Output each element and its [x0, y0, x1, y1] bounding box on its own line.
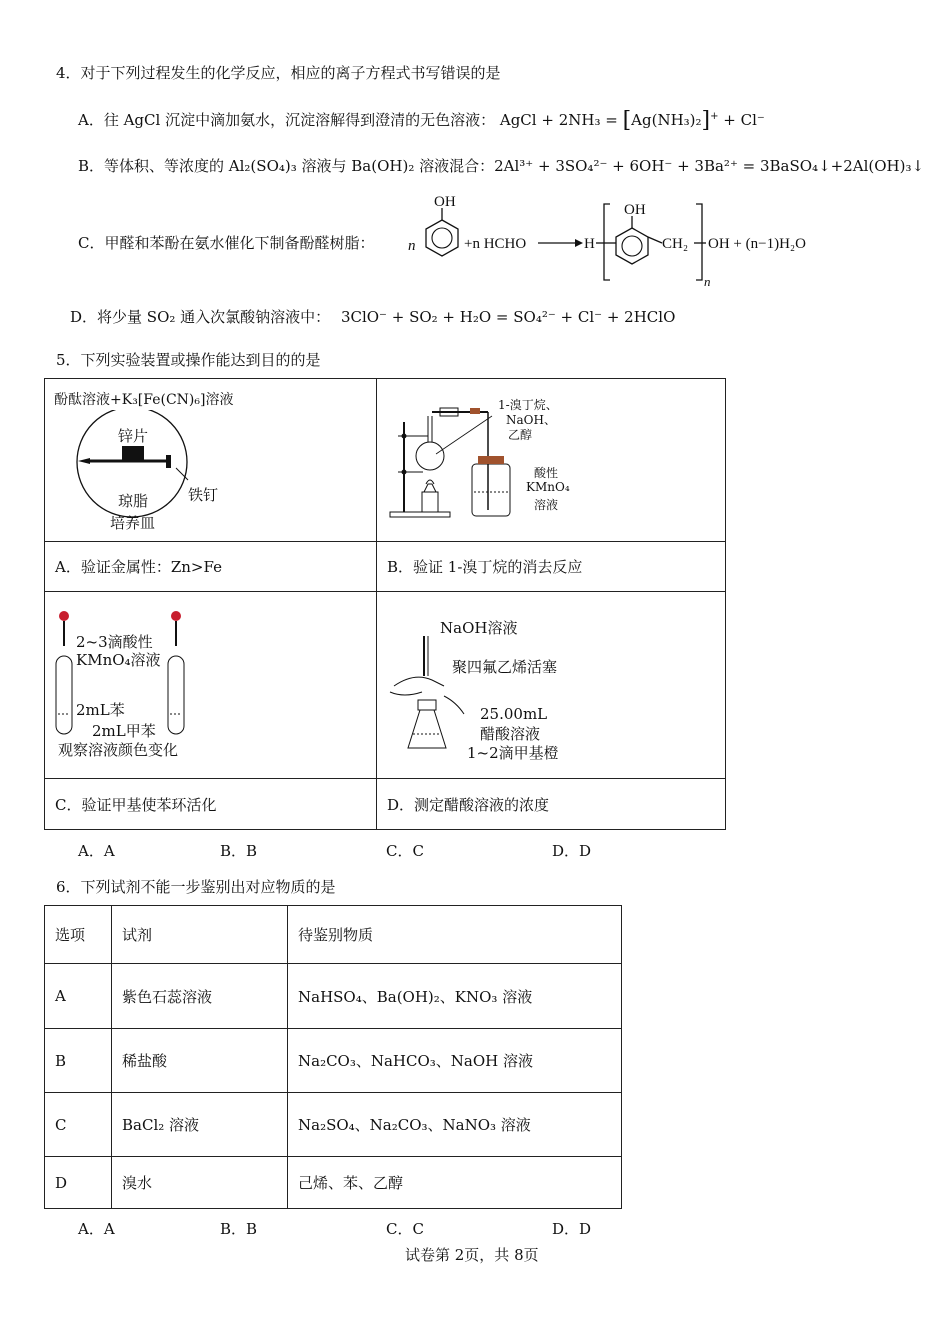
- q4-c-n-label: n: [408, 238, 416, 254]
- table-header: 待鉴别物质: [288, 906, 622, 964]
- table-cell: C: [45, 1093, 112, 1157]
- table-header: 选项: [45, 906, 112, 964]
- table-cell: NaHSO₄、Ba(OH)₂、KNO₃ 溶液: [288, 964, 622, 1029]
- q5-b-caption: B．验证 1-溴丁烷的消去反应: [387, 558, 583, 576]
- q5-d-acetic: 醋酸溶液: [480, 725, 541, 743]
- q4-stem: 4．对于下列过程发生的化学反应，相应的离子方程式书写错误的是: [56, 64, 501, 82]
- q5-a-nail: 铁钉: [188, 486, 219, 504]
- q4-c-tail: OH + (n−1)H₂O: [708, 236, 806, 252]
- q4-c-ch2: CH₂: [662, 236, 689, 252]
- benzene-ring: [426, 220, 458, 256]
- q4-option-d: [70, 306, 675, 327]
- q5-d-vol: 25.00mL: [480, 705, 548, 723]
- table-cell: 稀盐酸: [112, 1029, 288, 1093]
- table-cell: BaCl₂ 溶液: [112, 1093, 288, 1157]
- q5-c-drops2: KMnO₄溶液: [76, 651, 161, 669]
- q5-c-observe: 观察溶液颜色变化: [58, 741, 179, 759]
- q4-option-a: [78, 108, 765, 133]
- q4-c-text: C．甲醛和苯酚在氨水催化下制备酚醛树脂：: [78, 234, 375, 252]
- q5-c-benzene: 2mL苯: [76, 701, 125, 719]
- q5-b-figure: [388, 394, 518, 524]
- q4-a-eq-rhs: + Cl⁻: [723, 111, 765, 129]
- q4-c-reaction-diagram: [400, 190, 840, 290]
- test-tube-toluene: [168, 656, 184, 734]
- q5-a-zn: 锌片: [118, 427, 149, 445]
- table-cell: 溴水: [112, 1157, 288, 1209]
- q4-b-text: B．等体积、等浓度的 Al₂(SO₄)₃ 溶液与 Ba(OH)₂ 溶液混合：: [78, 157, 495, 175]
- round-flask: [416, 442, 444, 470]
- table-cell: 紫色石蕊溶液: [112, 964, 288, 1029]
- q4-b-eq: 2Al³⁺ + 3SO₄²⁻ + 6OH⁻ + 3Ba²⁺ = 3BaSO₄↓+2Al(OH)₃↓: [494, 157, 925, 175]
- q4-option-b: [78, 155, 924, 176]
- q5-option-b[interactable]: B．B: [220, 842, 258, 860]
- q5-c-caption: C．验证甲基使苯环活化: [55, 796, 217, 814]
- table-cell: Na₂SO₄、Na₂CO₃、NaNO₃ 溶液: [288, 1093, 622, 1157]
- q5-a-agar: 琼脂: [118, 492, 149, 510]
- q5-c-toluene: 2mL甲苯: [92, 722, 156, 740]
- q6-option-d[interactable]: D．D: [552, 1220, 592, 1238]
- q4-c-oh-1: OH: [434, 194, 456, 210]
- benzene-ring-2: [616, 228, 648, 264]
- q4-a-eq-nh: (NH₃)₂: [651, 111, 702, 129]
- q5-b-reagent3: 乙醇: [508, 428, 533, 442]
- q5-a-dish: 培养皿: [110, 514, 156, 532]
- conical-flask: [408, 710, 446, 748]
- q6-table: [44, 905, 622, 1209]
- test-tube-benzene: [56, 656, 72, 734]
- q4-d-eq: 3ClO⁻ + SO₂ + H₂O = SO₄²⁻ + Cl⁻ + 2HClO: [340, 308, 676, 326]
- iron-nail: [166, 455, 171, 468]
- table-row: [45, 1093, 622, 1157]
- q5-d-ptfe: 聚四氟乙烯活塞: [452, 658, 558, 676]
- q5-option-a[interactable]: A．A: [78, 842, 115, 860]
- q5-b-acid3: 溶液: [534, 498, 559, 512]
- table-row: [45, 1157, 622, 1209]
- q4-a-eq-ag: Ag: [631, 111, 652, 129]
- table-row: [45, 1029, 622, 1093]
- q5-c-drops1: 2~3滴酸性: [76, 633, 153, 651]
- q5-d-caption: D．测定醋酸溶液的浓度: [387, 796, 550, 814]
- q5-b-reagent1: 1-溴丁烷、: [498, 398, 558, 412]
- arrow-icon: [575, 239, 583, 247]
- q5-a-title: 酚酞溶液+K₃[Fe(CN)₆]溶液: [54, 392, 234, 408]
- q4-c-plus-hcho: +n HCHO: [464, 236, 527, 252]
- table-cell: D: [45, 1157, 112, 1209]
- table-row: [45, 964, 622, 1029]
- q4-d-text: D．将少量 SO₂ 通入次氯酸钠溶液中：: [70, 308, 331, 326]
- table-cell: B: [45, 1029, 112, 1093]
- q5-d-indicator: 1~2滴甲基橙: [467, 744, 559, 762]
- q5-d-naoh: NaOH溶液: [440, 619, 518, 637]
- q5-option-d[interactable]: D．D: [552, 842, 592, 860]
- gas-bottle: [472, 464, 510, 516]
- page-footer: 试卷第 2页，共 8页: [405, 1246, 539, 1264]
- q6-option-b[interactable]: B．B: [220, 1220, 258, 1238]
- q4-c-oh-2: OH: [624, 202, 646, 218]
- q5-b-acid2: KMnO₄: [526, 480, 570, 494]
- table-cell: 己烯、苯、乙醇: [288, 1157, 622, 1209]
- q5-b-reagent2: NaOH、: [506, 413, 556, 427]
- table-header: 试剂: [112, 906, 288, 964]
- q4-a-eq-lhs: AgCl + 2NH₃ =: [499, 111, 623, 129]
- q4-a-eq: AgCl + 2NH₃ = [Ag(NH₃)₂]+ + Cl⁻: [499, 108, 765, 133]
- q4-c-h: H: [584, 236, 595, 252]
- zinc-sheet: [122, 446, 144, 460]
- q4-a-text: A．往 AgCl 沉淀中滴加氨水，沉淀溶解得到澄清的无色溶液：: [78, 111, 496, 129]
- table-cell: Na₂CO₃、NaHCO₃、NaOH 溶液: [288, 1029, 622, 1093]
- q6-option-a[interactable]: A．A: [78, 1220, 115, 1238]
- q5-a-caption: A．验证金属性：Zn>Fe: [55, 558, 222, 576]
- q5-option-c[interactable]: C．C: [386, 842, 424, 860]
- q5-b-acid1: 酸性: [534, 466, 559, 480]
- table-cell: A: [45, 964, 112, 1029]
- table-header-row: [45, 906, 622, 964]
- q4-c-subscript-n: n: [704, 274, 711, 289]
- q6-stem: 6．下列试剂不能一步鉴别出对应物质的是: [56, 878, 336, 896]
- q5-d-figure: [384, 636, 484, 756]
- q5-stem: 5．下列实验装置或操作能达到目的的是: [56, 351, 321, 369]
- q6-option-c[interactable]: C．C: [386, 1220, 424, 1238]
